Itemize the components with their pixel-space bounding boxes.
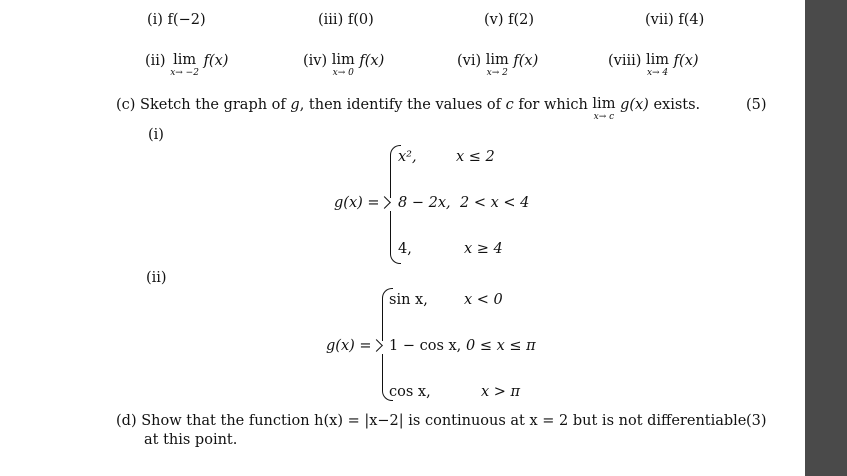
part-c-c: c — [505, 97, 514, 113]
lim-subscript: x→ −2 — [170, 67, 199, 78]
part-c-text-after: exists. — [653, 97, 701, 113]
item-vii-f-4: (vii) f(4) — [645, 12, 705, 28]
lim-expression: f(x) — [513, 53, 539, 69]
part-c-g: g — [290, 97, 300, 113]
part-c-label: (c) — [116, 97, 136, 113]
part-d-line2: at this point. — [144, 432, 238, 448]
item-label: (vi) — [457, 53, 482, 69]
part-c-text-mid2: for which — [518, 97, 588, 113]
lim-expression: f(x) — [359, 53, 385, 69]
sub-ii-case2-expr: 1 − cos x, — [389, 338, 462, 354]
part-c-lim-expr: g(x) — [620, 97, 649, 113]
sub-i-label: (i) — [148, 127, 164, 143]
part-c-marks: (5) — [746, 97, 767, 113]
sub-ii-case2-cond: 0 ≤ x ≤ π — [466, 338, 536, 354]
scrollbar[interactable] — [805, 0, 847, 476]
lim-operator: lim x→ 2 — [485, 52, 509, 78]
part-d-label: (d) — [116, 413, 137, 429]
item-vi-limit — [457, 53, 538, 78]
sub-i-case2-cond: 2 < x < 4 — [460, 195, 530, 211]
sub-i-case3-cond: x ≥ 4 — [464, 241, 503, 257]
lim-operator: lim x→ −2 — [170, 52, 199, 78]
part-d-line1 — [116, 413, 746, 429]
part-c-text-mid: , then identify the values of — [299, 97, 501, 113]
sub-i-lhs: g(x) = — [334, 195, 380, 211]
part-c-lim: lim x→ c — [592, 96, 616, 122]
sub-ii-case1-cond: x < 0 — [464, 292, 503, 308]
sub-i-case1-expr: x², — [398, 149, 417, 165]
part-d-marks: (3) — [746, 413, 767, 429]
sub-i-case1-cond: x ≤ 2 — [456, 149, 495, 165]
lim-operator: lim x→ 4 — [646, 52, 670, 78]
sub-ii-case3-cond: x > π — [481, 384, 521, 400]
lim-expression: f(x) — [673, 53, 699, 69]
item-label: (ii) — [145, 53, 166, 69]
item-label: (iv) — [303, 53, 328, 69]
lim-subscript: x→ 2 — [486, 67, 508, 78]
part-c-text-before: Sketch the graph of — [140, 97, 286, 113]
lim-subscript: x→ 4 — [646, 67, 669, 78]
lim-operator: lim x→ 0 — [331, 52, 355, 78]
item-i-f-neg2: (i) f(−2) — [147, 12, 206, 28]
part-d-text: Show that the function h(x) = |x−2| is continuous at x = 2 but is not differentiable — [141, 413, 747, 429]
part-c-lim-sub: x→ c — [593, 111, 615, 122]
item-iv-limit — [303, 53, 384, 78]
lim-expression: f(x) — [203, 53, 229, 69]
sub-ii-case3-expr: cos x, — [389, 384, 431, 400]
item-label: (viii) — [608, 53, 642, 69]
item-iii-f-0: (iii) f(0) — [318, 12, 374, 28]
sub-ii-lhs: g(x) = — [326, 338, 372, 354]
sub-ii-label: (ii) — [146, 270, 167, 286]
sub-i-case3-expr: 4, — [398, 241, 412, 257]
item-v-f-2: (v) f(2) — [484, 12, 535, 28]
lim-subscript: x→ 0 — [332, 67, 354, 78]
sub-i-case2-expr: 8 − 2x, — [398, 195, 451, 211]
item-ii-limit — [145, 53, 228, 78]
item-viii-limit — [608, 53, 699, 78]
part-c-question — [116, 97, 700, 122]
sub-ii-case1-expr: sin x, — [389, 292, 428, 308]
